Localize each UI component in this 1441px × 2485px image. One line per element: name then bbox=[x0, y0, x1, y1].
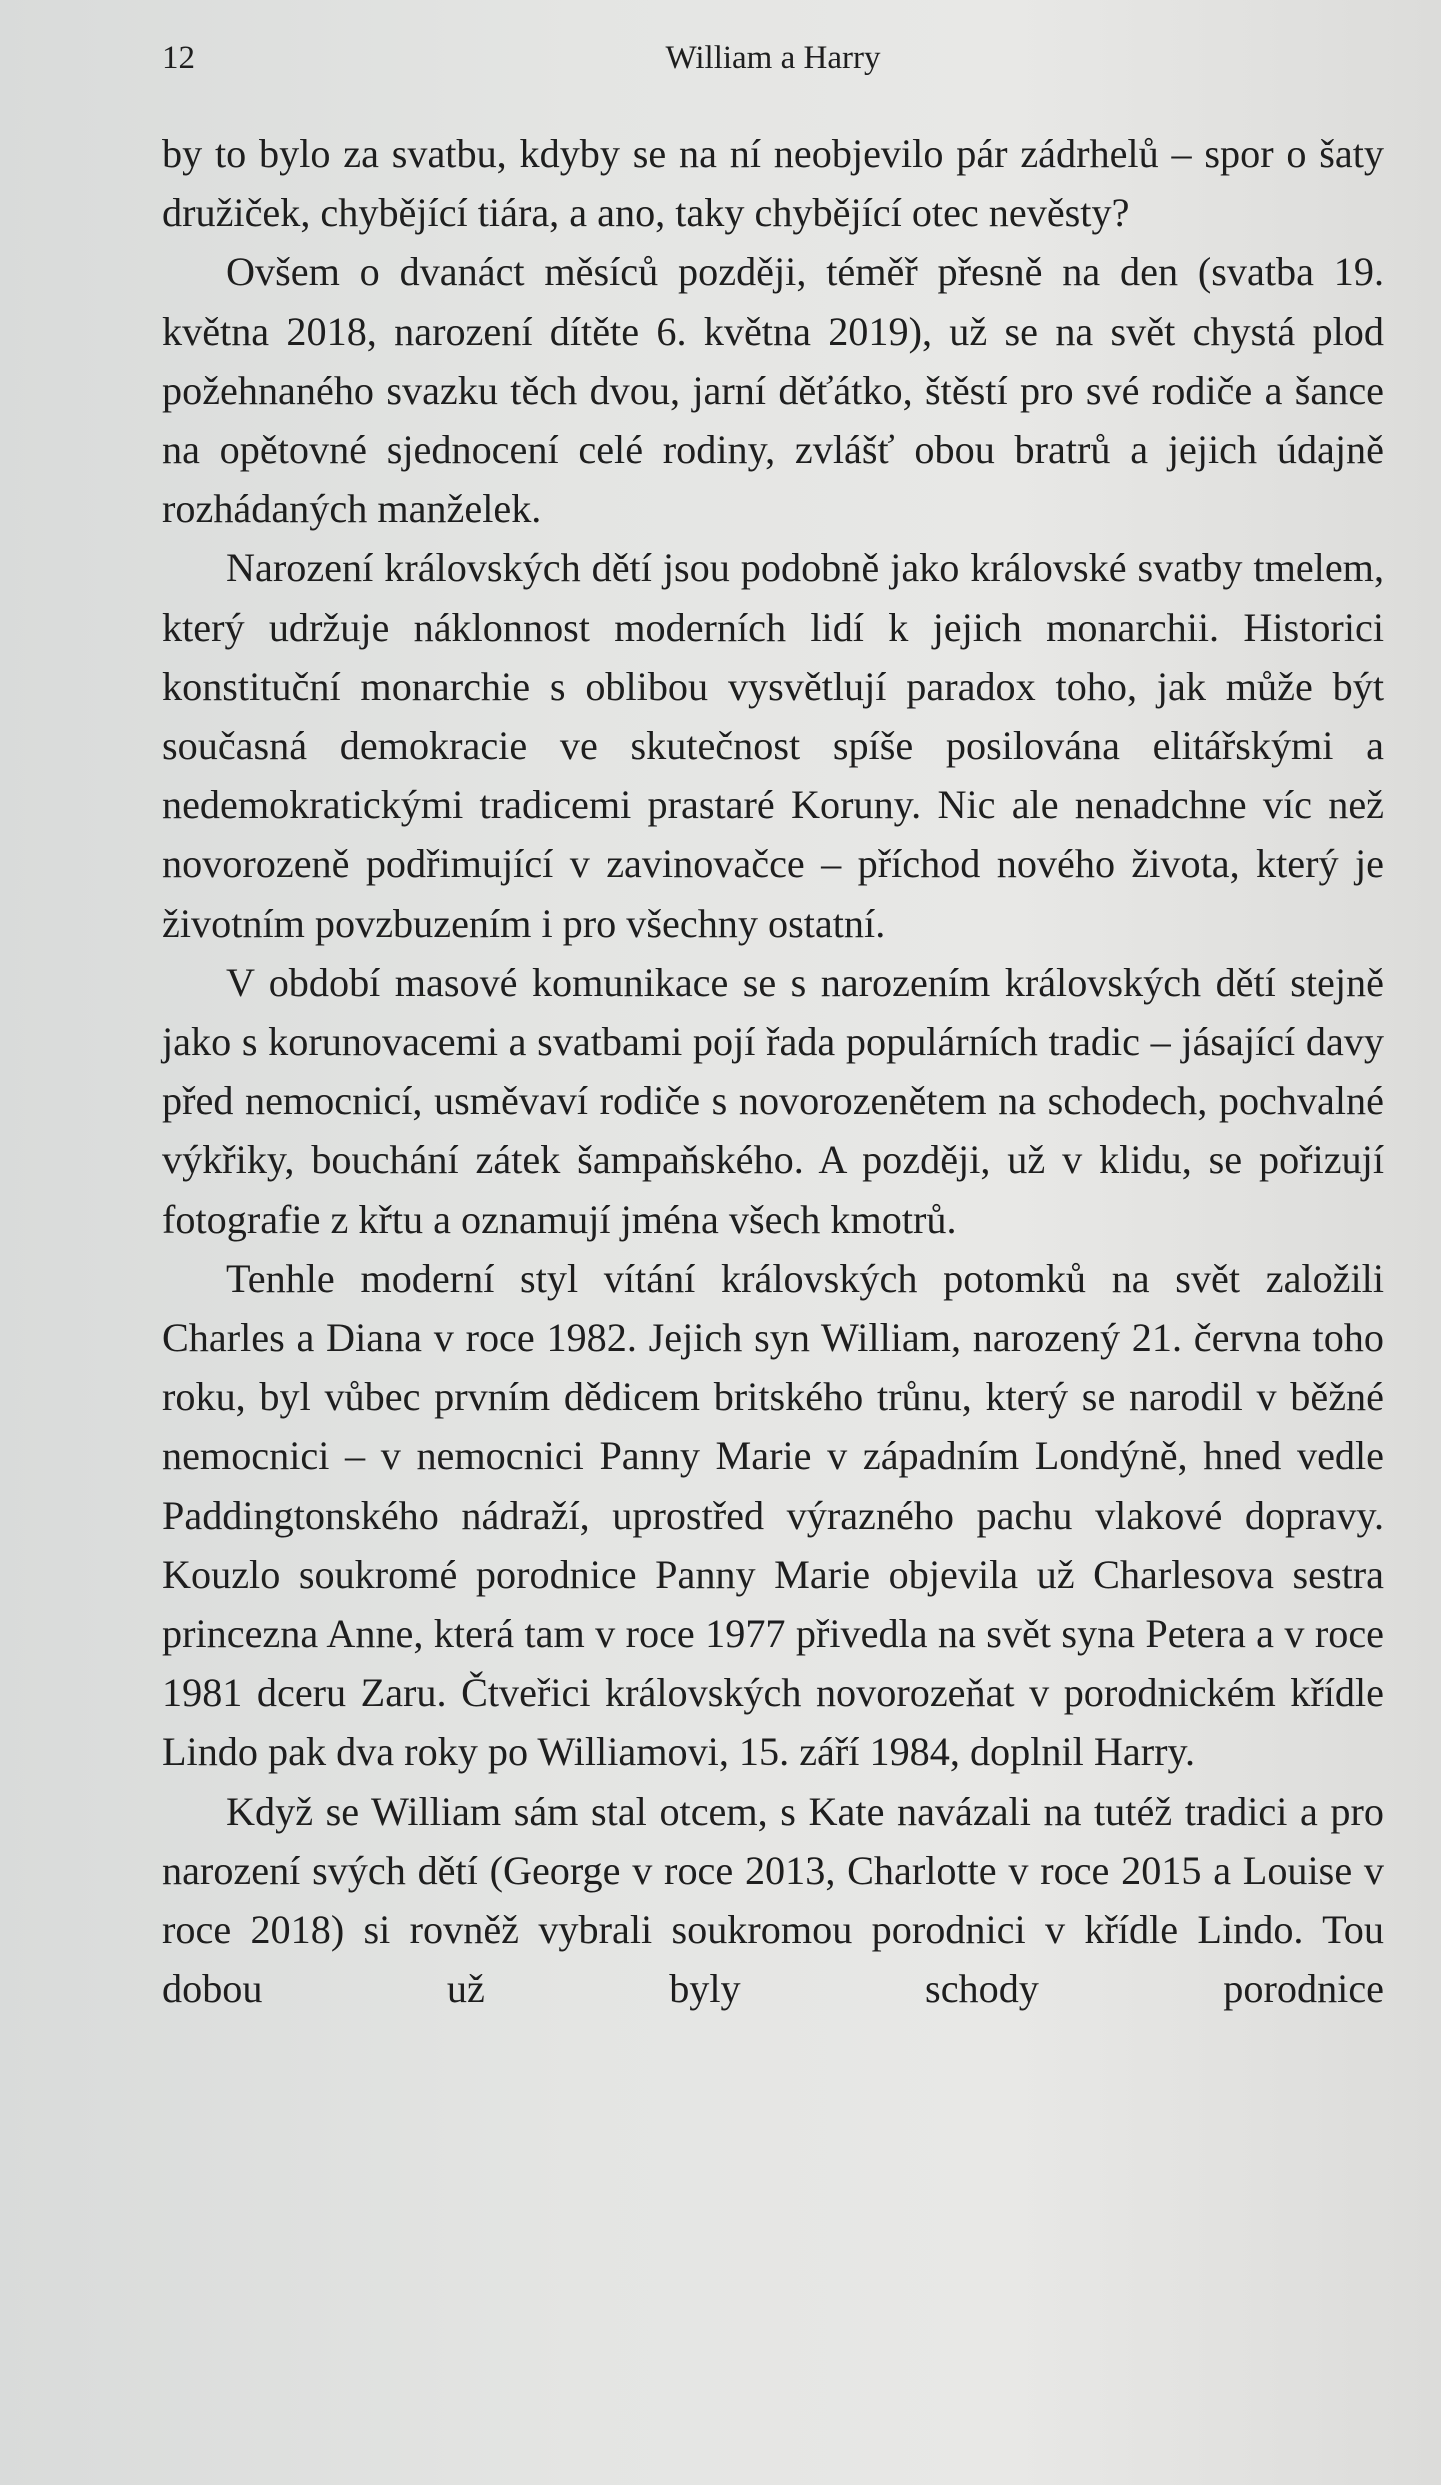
running-title: William a Harry bbox=[665, 40, 881, 76]
paragraph: Když se William sám stal otcem, s Kate navázali na tutéž tradici a pro narození svých dětí (George v roce 2013, Charlotte v roce 2015 a Louise v roce 2018) si rovněž vybrali soukromou porodnici v křídle Lindo. Tou dobou už byly schody porodnice bbox=[162, 1788, 1384, 2012]
page-header bbox=[162, 40, 1384, 100]
body-text bbox=[162, 124, 1384, 2019]
paragraph: Ovšem o dvanáct měsíců později, téměř přesně na den (svatba 19. května 2018, narození dítěte 6. května 2019), už se na svět chystá plod požehnaného svazku těch dvou, jarní děťátko, štěstí pro své rodiče a šance na opětovné sjednocení celé rodiny, zvlášť obou bratrů a jejich údajně rozhádaných manželek. bbox=[162, 249, 1384, 532]
paragraph: by to bylo za svatbu, kdyby se na ní neobjevilo pár zádrhelů – spor o šaty družiček, chybějící tiára, a ano, taky chybějící otec nevěsty? bbox=[162, 131, 1384, 236]
paragraph: Narození královských dětí jsou podobně jako královské svatby tmelem, který udržuje náklonnost moderních lidí k jejich monarchii. Historici konstituční monarchie s oblibou vysvětlují paradox toho, jak může být současná demokracie ve skutečnost spíše posilována elitářskými a nedemokratickými tradicemi prastaré Koruny. Nic ale nenadchne víc než novorozeně podřimující v zavinovačce – příchod nového života, který je životním povzbuzením i pro všechny ostatní. bbox=[162, 545, 1384, 946]
page-number: 12 bbox=[162, 40, 195, 76]
paragraph: Tenhle moderní styl vítání královských potomků na svět založili Charles a Diana v roce 1982. Jejich syn William, narozený 21. června toho roku, byl vůbec prvním dědicem britského trůnu, který se narodil v běžné nemocnici – v nemocnici Panny Marie v západním Londýně, hned vedle Paddingtonského nádraží, uprostřed výrazného pachu vlakové dopravy. Kouzlo soukromé porodnice Panny Marie objevila už Charlesova sestra princezna Anne, která tam v roce 1977 přivedla na svět syna Petera a v roce 1981 dceru Zaru. Čtveřici královských novorozeňat v porodnickém křídle Lindo pak dva roky po Williamovi, 15. září 1984, doplnil Harry. bbox=[162, 1255, 1384, 1775]
paragraph: V období masové komunikace se s narozením královských dětí stejně jako s korunovacemi a svatbami pojí řada populárních tradic – jásající davy před nemocnicí, usměvaví rodiče s novorozenětem na schodech, pochvalné výkřiky, bouchání zátek šampaňského. A později, už v klidu, se pořizují fotografie z křtu a oznamují jména všech kmotrů. bbox=[162, 959, 1384, 1242]
